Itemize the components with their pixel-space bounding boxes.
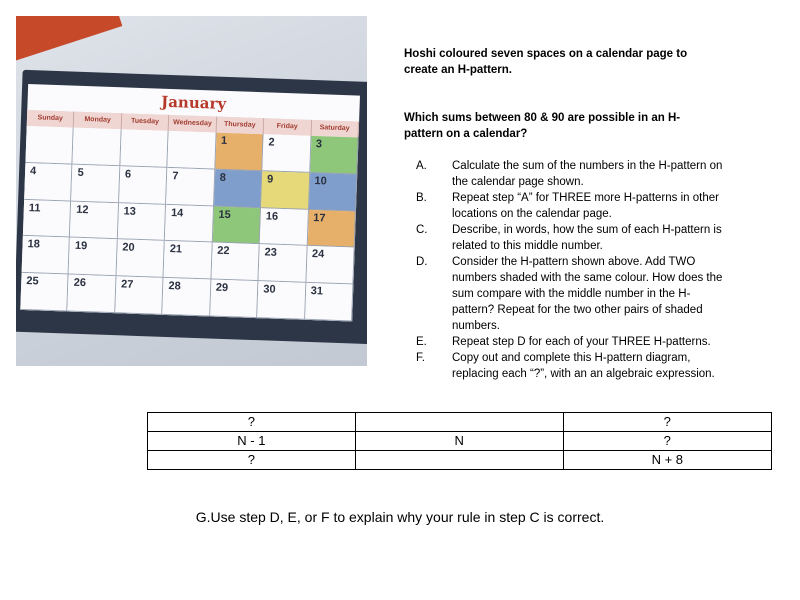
- step-letter: C.: [416, 224, 428, 236]
- calendar-day-cell: 29: [210, 280, 259, 318]
- table-row: [148, 413, 772, 432]
- step-text: Repeat step D for each of your THREE H-patterns.: [452, 336, 711, 348]
- table-cell: N: [355, 432, 563, 451]
- calendar-sheet: [20, 84, 360, 321]
- weekday-label: Monday: [74, 112, 122, 130]
- final-question: G.Use step D, E, or F to explain why your rule in step C is correct.: [195, 509, 605, 525]
- calendar-month: January: [27, 84, 360, 123]
- calendar-day-cell: 1: [215, 133, 264, 171]
- step-text: Calculate the sum of the numbers in the H-pattern on the calendar page shown.: [452, 160, 723, 188]
- calendar-day-cell: [25, 126, 74, 164]
- step-letter: B.: [416, 192, 427, 204]
- calendar-day-cell: 3: [310, 136, 359, 174]
- step-letter: D.: [416, 256, 428, 268]
- calendar-day-cell: 17: [307, 209, 356, 247]
- step-text: Copy out and complete this H-pattern diagram, replacing each “?”, with an an algebraic expression.: [452, 352, 715, 380]
- step-item: [404, 350, 734, 382]
- calendar-day-cell: 15: [212, 206, 261, 244]
- step-letter: F.: [416, 352, 425, 364]
- intro-text: Hoshi coloured seven spaces on a calendar page to create an H-pattern.: [404, 48, 688, 76]
- table-cell: [355, 451, 563, 470]
- step-letter: A.: [416, 160, 427, 172]
- calendar-day-cell: 18: [22, 236, 71, 274]
- table-cell: ?: [148, 413, 356, 432]
- step-item: [404, 334, 734, 350]
- calendar-day-cell: 7: [166, 168, 215, 206]
- calendar-day-cell: 4: [24, 163, 73, 201]
- calendar-day-cell: 9: [261, 171, 310, 209]
- calendar-day-cell: 10: [309, 173, 358, 211]
- weekday-label: Tuesday: [122, 113, 170, 131]
- table-row: [148, 432, 772, 451]
- step-item: [404, 158, 734, 190]
- calendar-day-cell: 27: [115, 276, 164, 314]
- calendar-day-cell: 2: [262, 134, 311, 172]
- calendar-day-cell: 19: [69, 238, 118, 276]
- calendar-day-cell: 28: [162, 278, 211, 316]
- table-cell: N - 1: [148, 432, 356, 451]
- calendar-day-cell: 6: [119, 166, 168, 204]
- calendar-day-cell: 5: [72, 164, 121, 202]
- photo-corner-red: [16, 16, 122, 63]
- calendar-day-cell: [73, 128, 122, 166]
- calendar-day-cell: 12: [70, 201, 119, 239]
- table-cell: N + 8: [563, 451, 771, 470]
- calendar-day-cell: 26: [68, 275, 117, 313]
- calendar-day-cell: 23: [259, 245, 308, 283]
- weekday-label: Friday: [264, 118, 312, 136]
- table-cell: ?: [148, 451, 356, 470]
- calendar-day-cell: 30: [257, 281, 306, 319]
- weekday-label: Saturday: [311, 120, 359, 138]
- calendar-day-cell: 20: [116, 240, 165, 278]
- step-text: Describe, in words, how the sum of each H-pattern is related to this middle number.: [452, 224, 722, 252]
- step-item: [404, 222, 734, 254]
- calendar-grid: [20, 126, 358, 321]
- weekday-label: Sunday: [27, 110, 75, 128]
- calendar-day-cell: 16: [260, 208, 309, 246]
- calendar-day-cell: 25: [20, 273, 69, 311]
- calendar-day-cell: 24: [306, 246, 355, 284]
- weekday-label: Wednesday: [169, 115, 217, 133]
- calendar-day-cell: 31: [305, 283, 354, 321]
- step-item: [404, 254, 734, 334]
- step-letter: E.: [416, 336, 427, 348]
- calendar-day-cell: 11: [23, 200, 72, 238]
- calendar-day-cell: 22: [211, 243, 260, 281]
- weekday-label: Thursday: [216, 117, 264, 135]
- table-row: [148, 451, 772, 470]
- calendar-photo: [16, 16, 367, 366]
- calendar-board: [16, 70, 367, 344]
- table-cell: ?: [563, 432, 771, 451]
- h-pattern-table: [147, 412, 772, 470]
- calendar-day-cell: [168, 131, 217, 169]
- step-text: Consider the H-pattern shown above. Add TWO numbers shaded with the same colour. How does the sum compare with the middle number in the H-pattern? Repeat for the two other pairs of shaded numbers.: [452, 256, 723, 332]
- calendar-day-cell: 21: [164, 241, 213, 279]
- calendar-day-cell: 8: [214, 169, 263, 207]
- calendar-day-cell: 14: [165, 204, 214, 242]
- calendar-day-cell: 13: [118, 203, 167, 241]
- question-heading: Which sums between 80 & 90 are possible in an H-pattern on a calendar?: [404, 112, 681, 140]
- table-cell: ?: [563, 413, 771, 432]
- calendar-day-cell: [120, 129, 169, 167]
- table-cell: [355, 413, 563, 432]
- step-text: Repeat step “A” for THREE more H-patterns in other locations on the calendar page.: [452, 192, 719, 220]
- step-item: [404, 190, 734, 222]
- steps-list: [404, 158, 734, 382]
